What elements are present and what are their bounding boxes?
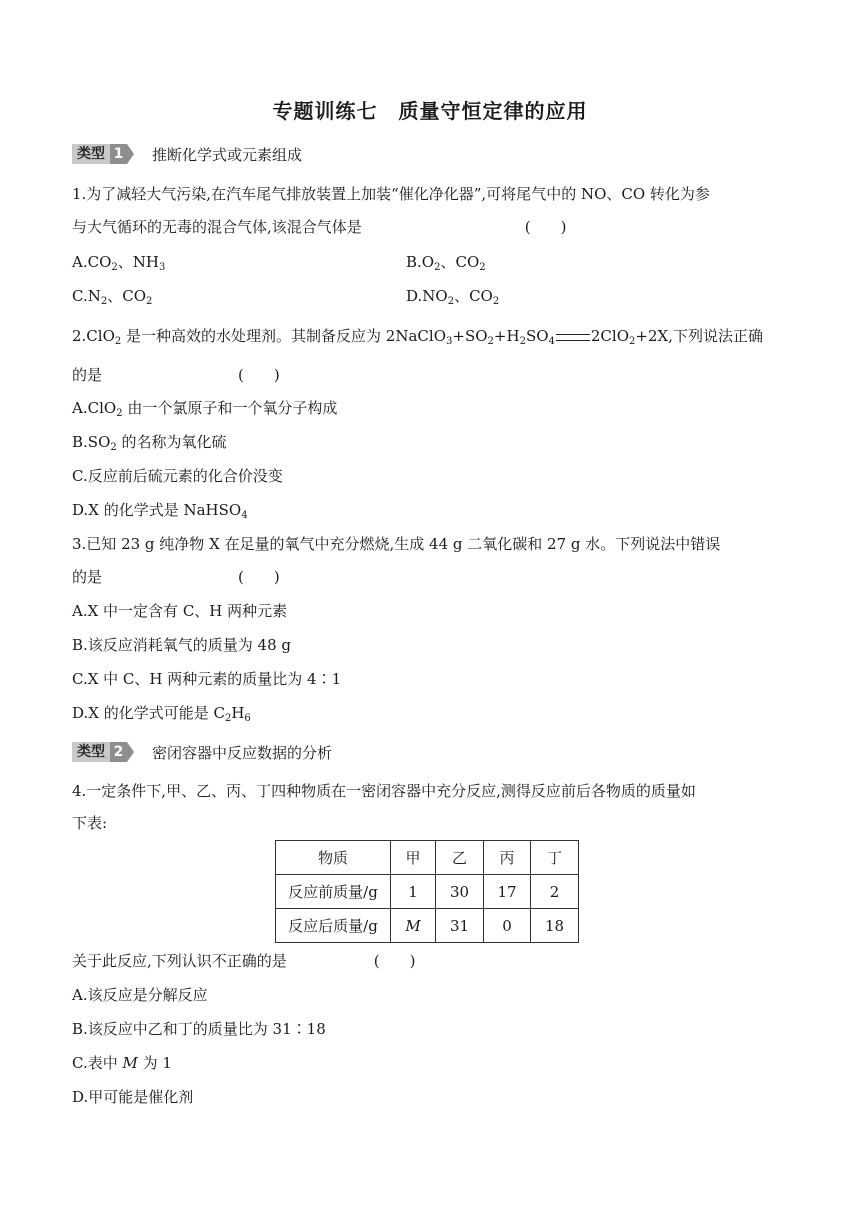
badge-label: 类型 xyxy=(72,742,110,762)
section-header-1 xyxy=(72,143,302,165)
page-title: 专题训练七 质量守恒定律的应用 xyxy=(272,99,588,123)
q1-option-a xyxy=(72,251,165,273)
table-header-cell: 物质 xyxy=(276,841,391,875)
opt-text: B.SO xyxy=(72,433,111,451)
opt-text: C.N xyxy=(72,287,101,305)
stem-text: 2ClO xyxy=(590,327,630,345)
q2-stem-line1 xyxy=(72,325,763,347)
q1-option-d xyxy=(406,285,499,307)
stem-text: SO xyxy=(525,327,549,345)
q2-stem-line2 xyxy=(72,364,280,386)
subscript: 4 xyxy=(241,510,248,521)
q2-option-b xyxy=(72,431,227,453)
subscript: 3 xyxy=(446,336,453,347)
q2-option-c: C.反应前后硫元素的化合价没变 xyxy=(72,467,283,485)
subscript: 4 xyxy=(548,336,555,347)
subscript: 2 xyxy=(519,336,526,347)
opt-text: D.X 的化学式可能是 C xyxy=(72,704,225,722)
table-header-cell: 丙 xyxy=(484,841,531,875)
subscript: 2 xyxy=(447,296,455,307)
opt-text: D.NO xyxy=(406,287,448,305)
data-table xyxy=(275,840,579,943)
table-cell: 2 xyxy=(531,875,579,909)
subscript: 2 xyxy=(111,262,118,273)
opt-text: A.ClO xyxy=(72,399,117,417)
table-cell: 0 xyxy=(484,909,531,943)
opt-text: H xyxy=(231,704,245,722)
opt-text: B.O xyxy=(406,253,435,271)
subscript: 2 xyxy=(434,262,441,273)
section-title-2: 密闭容器中反应数据的分析 xyxy=(152,743,333,762)
equals-sign-icon xyxy=(556,334,590,341)
table-cell: 17 xyxy=(484,875,531,909)
q3-option-c: C.X 中 C、H 两种元素的质量比为 4∶1 xyxy=(72,670,342,688)
q3-option-a: A.X 中一定含有 C、H 两种元素 xyxy=(72,602,288,620)
subscript: 2 xyxy=(224,713,232,724)
section-badge-2 xyxy=(72,742,134,762)
section-badge-1 xyxy=(72,144,134,164)
subscript: 3 xyxy=(158,262,166,273)
q4-answer-paren: ( ) xyxy=(373,952,416,970)
table-cell: 反应后质量/g xyxy=(276,909,391,943)
q3-stem-line1: 3.已知 23 g 纯净物 X 在足量的氧气中充分燃烧,生成 44 g 二氧化碳和 27 g 水。下列说法中错误 xyxy=(72,535,721,553)
q3-stem-line2 xyxy=(72,566,280,588)
q4-option-d: D.甲可能是催化剂 xyxy=(72,1088,194,1106)
opt-text: A.CO xyxy=(72,253,112,271)
opt-text: 、CO xyxy=(107,287,146,305)
q4-stem-line1: 4.一定条件下,甲、乙、丙、丁四种物质在一密闭容器中充分反应,测得反应前后各物质的质量如 xyxy=(72,782,696,800)
table-header-cell: 甲 xyxy=(391,841,436,875)
subscript: 6 xyxy=(244,713,251,724)
variable-m: M xyxy=(122,1054,138,1072)
subscript: 2 xyxy=(492,296,500,307)
q3-answer-paren: ( ) xyxy=(238,568,280,586)
subscript: 2 xyxy=(100,296,108,307)
stem-text: +H xyxy=(493,327,520,345)
q2-answer-paren: ( ) xyxy=(238,366,280,384)
table-header-cell: 丁 xyxy=(531,841,579,875)
q4-stem-line2: 下表: xyxy=(72,814,108,832)
q4-option-c xyxy=(72,1052,172,1074)
subscript: 2 xyxy=(114,336,122,347)
q2-stem-text: 的是 xyxy=(72,366,103,384)
q3-option-b: B.该反应消耗氧气的质量为 48 g xyxy=(72,636,292,654)
section-header-2 xyxy=(72,741,332,763)
subscript: 2 xyxy=(146,296,153,307)
q3-option-d xyxy=(72,702,251,724)
q4-stem-text: 关于此反应,下列认识不正确的是 xyxy=(72,952,287,970)
subscript: 2 xyxy=(479,262,486,273)
table-header-cell: 乙 xyxy=(436,841,484,875)
table-cell: 1 xyxy=(391,875,436,909)
stem-text: 2.ClO xyxy=(72,327,115,345)
q1-option-b xyxy=(406,251,486,273)
table-header-row xyxy=(276,841,579,875)
q1-stem-text: 与大气循环的无毒的混合气体,该混合气体是 xyxy=(72,218,362,236)
table-row xyxy=(276,909,579,943)
q1-stem-line1: 1.为了减轻大气污染,在汽车尾气排放装置上加装“催化净化器”,可将尾气中的 NO、CO 转化为参 xyxy=(72,185,710,203)
q1-answer-paren: ( ) xyxy=(524,218,567,236)
opt-text: D.X 的化学式是 NaHSO xyxy=(72,501,242,519)
opt-text: 的名称为氧化硫 xyxy=(116,433,227,451)
q1-option-c xyxy=(72,285,152,307)
q2-option-a xyxy=(72,397,337,419)
q4-option-a: A.该反应是分解反应 xyxy=(72,986,208,1004)
subscript: 2 xyxy=(116,408,123,419)
q2-option-d xyxy=(72,499,248,521)
table-cell xyxy=(391,909,436,943)
stem-text: +2X,下列说法正确 xyxy=(635,327,763,345)
q3-stem-text: 的是 xyxy=(72,568,103,586)
table-cell: 30 xyxy=(436,875,484,909)
table-cell: 31 xyxy=(436,909,484,943)
badge-number: 2 xyxy=(110,742,127,762)
table-cell: 反应前质量/g xyxy=(276,875,391,909)
badge-label: 类型 xyxy=(72,144,110,164)
opt-text: 由一个氯原子和一个氧分子构成 xyxy=(122,399,338,417)
q4-option-b: B.该反应中乙和丁的质量比为 31∶18 xyxy=(72,1020,326,1038)
table-row xyxy=(276,875,579,909)
subscript: 2 xyxy=(487,336,494,347)
opt-text: 、CO xyxy=(454,287,493,305)
badge-arrow-icon xyxy=(127,144,134,164)
opt-text: 、CO xyxy=(440,253,480,271)
q1-stem-line2 xyxy=(72,216,567,238)
q4-stem-line3 xyxy=(72,950,416,972)
section-title-1: 推断化学式或元素组成 xyxy=(152,145,303,164)
subscript: 2 xyxy=(629,336,636,347)
opt-text: 、NH xyxy=(117,253,159,271)
badge-number: 1 xyxy=(110,144,127,164)
table-cell: 18 xyxy=(531,909,579,943)
variable-m: M xyxy=(405,916,421,935)
subscript: 2 xyxy=(110,442,117,453)
badge-arrow-icon xyxy=(127,742,134,762)
stem-text: 是一种高效的水处理剂。其制备反应为 2NaClO xyxy=(121,327,446,345)
opt-text: 为 1 xyxy=(137,1054,172,1072)
stem-text: +SO xyxy=(452,327,488,345)
opt-text: C.表中 xyxy=(72,1054,123,1072)
